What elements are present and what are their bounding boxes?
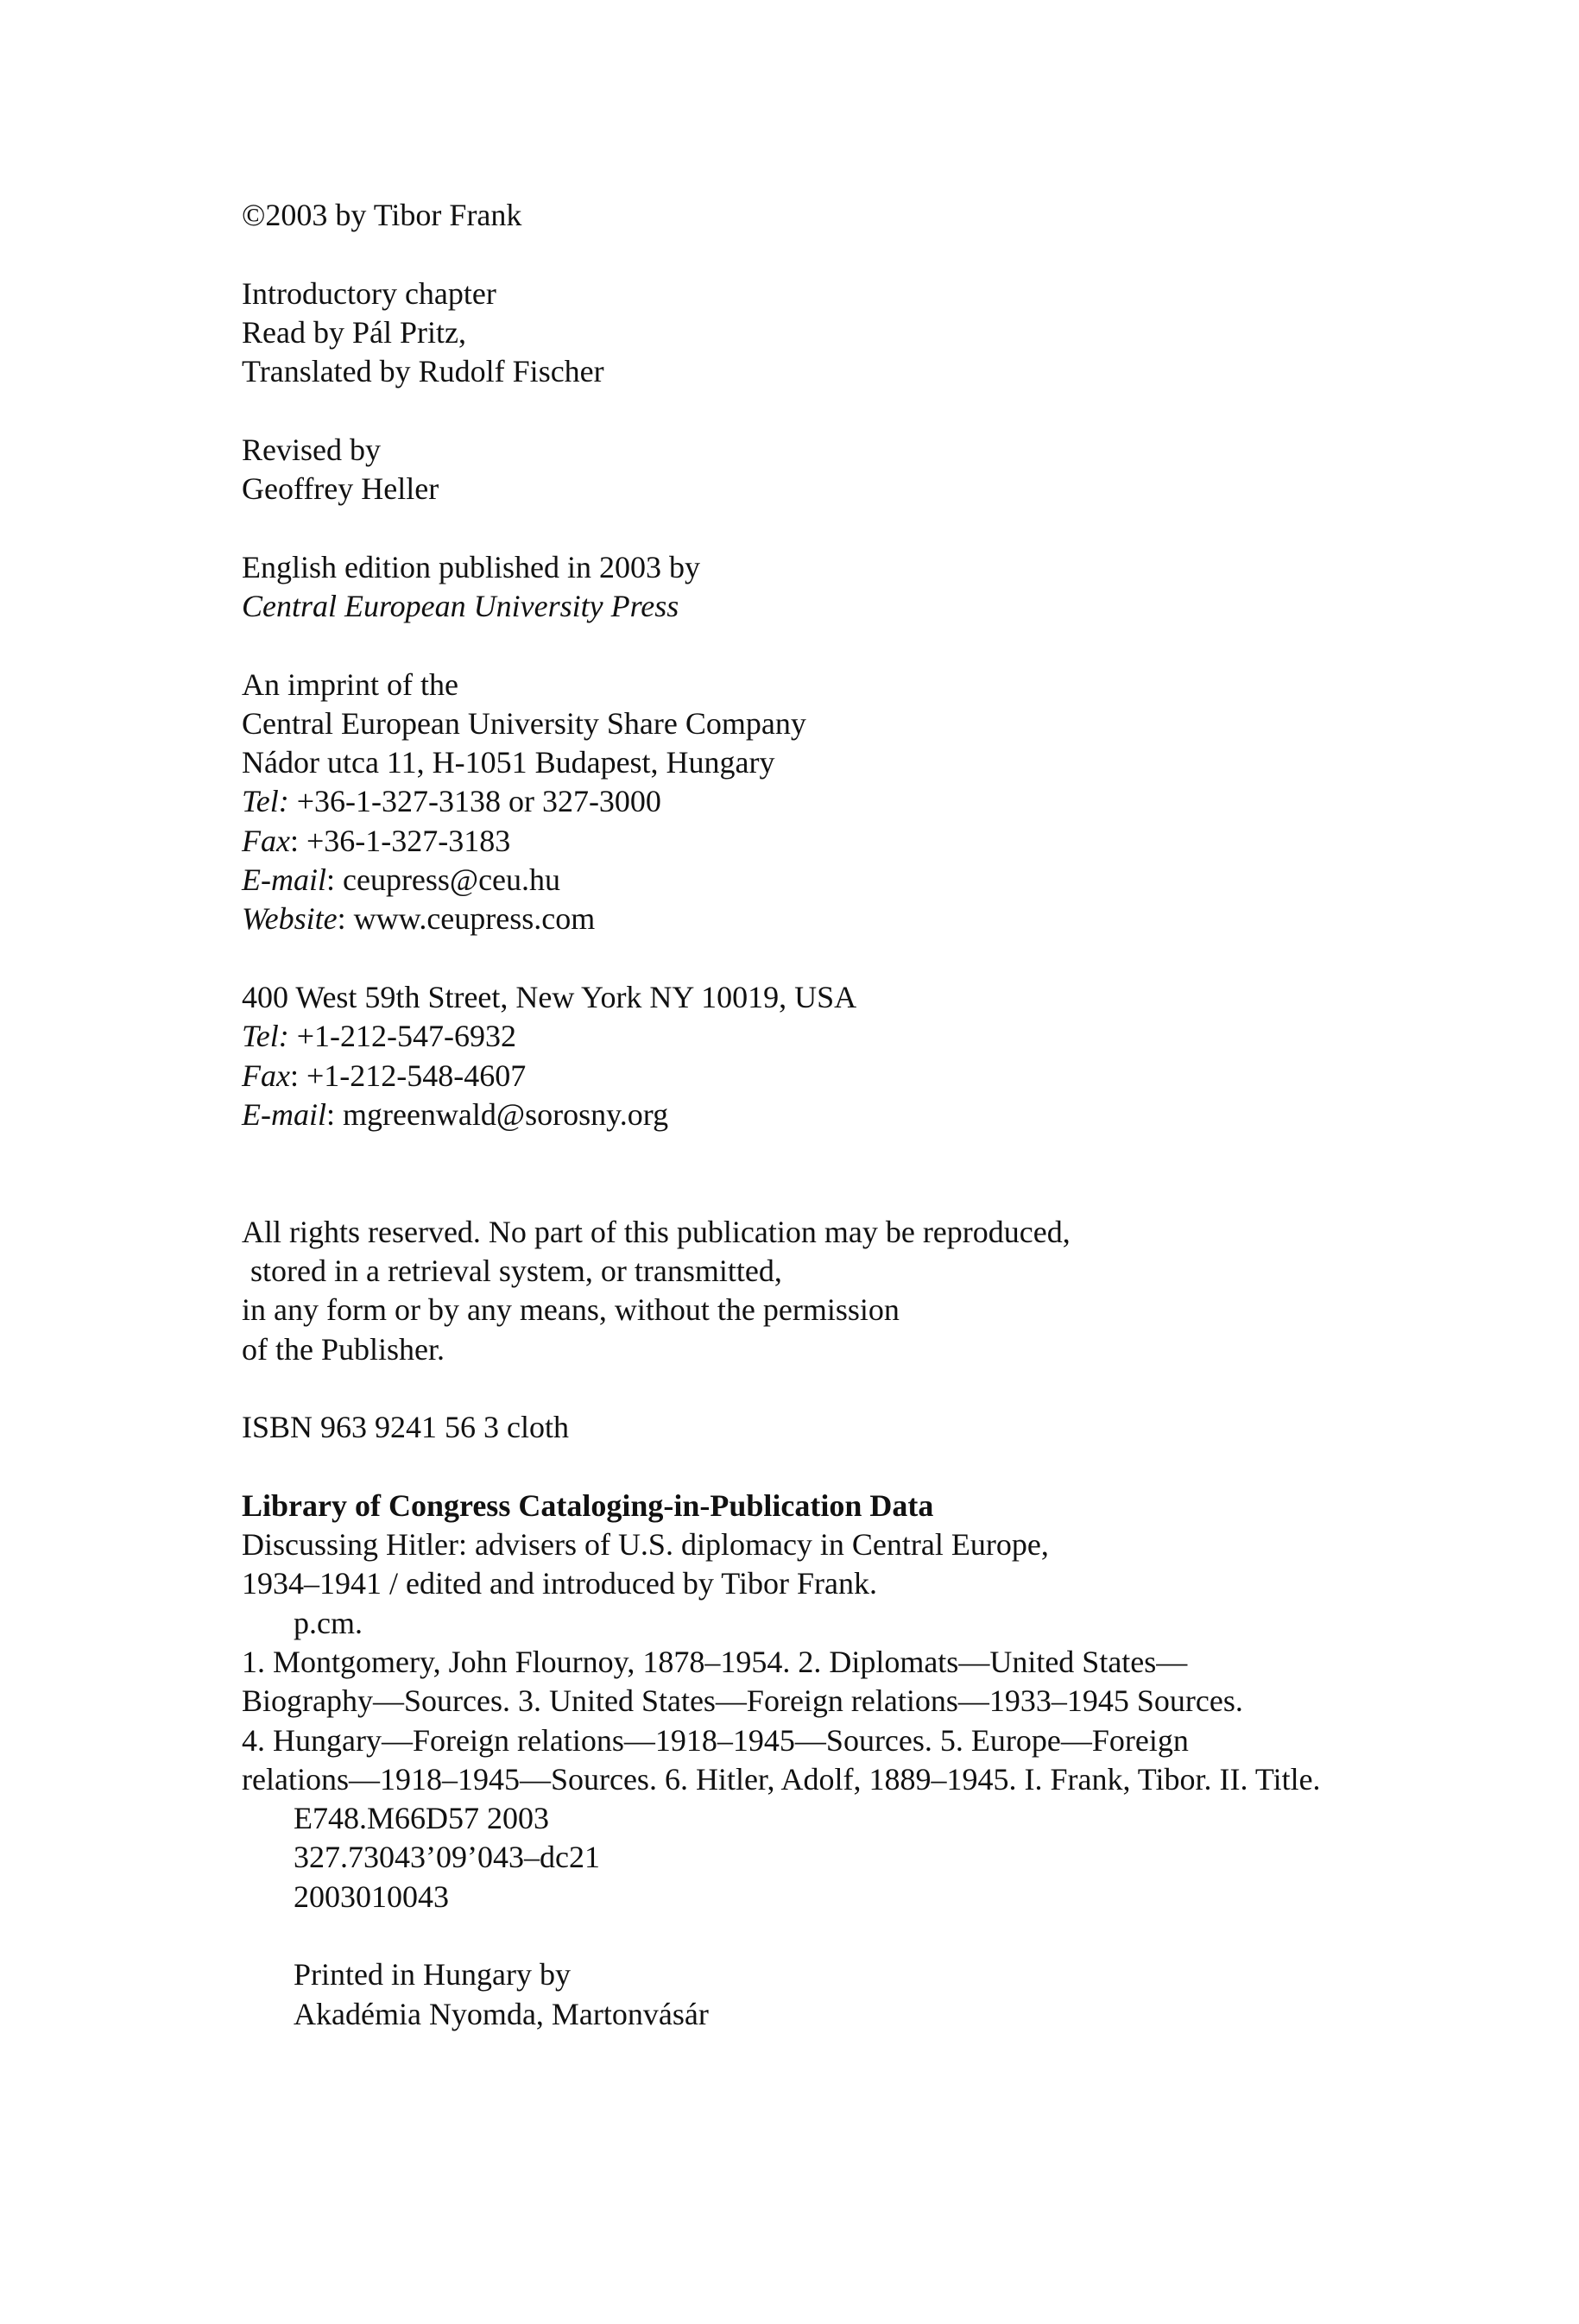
tel-value: +1-212-547-6932 [288, 1019, 516, 1054]
cip-title-2: 1934–1941 / edited and introduced by Tibor Frank. [242, 1566, 877, 1601]
publisher-name: Central European University Press [242, 588, 679, 623]
cip-dewey-number: 327.73043’09’043–dc21 [294, 1840, 600, 1875]
fax-label: Fax [242, 823, 290, 858]
revised-by-label: Revised by [242, 432, 381, 467]
email-value: : mgreenwald@sorosny.org [325, 1096, 669, 1132]
fax-value: : +36-1-327-3183 [289, 823, 511, 858]
tel-label: Tel: [242, 784, 289, 819]
imprint-tel [242, 782, 1450, 821]
cip-title-1: Discussing Hitler: advisers of U.S. diplomacy in Central Europe, [242, 1527, 1049, 1563]
printer-line-1: Printed in Hungary by [294, 1957, 571, 1992]
us-address: 400 West 59th Street, New York NY 10019, USA [242, 979, 857, 1014]
cip-subject-4: relations—1918–1945—Sources. 6. Hitler, Adolf, 1889–1945. I. Frank, Tibor. II. Title. [242, 1761, 1321, 1797]
cip-subject-3: 4. Hungary—Foreign relations—1918–1945—Sources. 5. Europe—Foreign [242, 1722, 1189, 1758]
read-by-line: Read by Pál Pritz, [242, 314, 466, 350]
spacer [242, 1369, 1450, 1408]
tel-value: +36-1-327-3138 or 327-3000 [288, 784, 661, 819]
us-tel [242, 1017, 1450, 1056]
tel-label: Tel: [242, 1019, 289, 1054]
spacer [242, 391, 1450, 430]
email-value: : ceupress@ceu.hu [325, 862, 561, 898]
intro-chapter-line: Introductory chapter [242, 275, 496, 311]
edition-line: English edition published in 2003 by [242, 549, 700, 584]
imprint-website [242, 900, 1450, 938]
spacer [242, 939, 1450, 978]
spacer [242, 1448, 1450, 1487]
cip-subject-2: Biography—Sources. 3. United States—Foreign relations—1933–1945 Sources. [242, 1683, 1243, 1719]
imprint-fax [242, 822, 1450, 861]
email-label: E-mail [242, 862, 326, 898]
cip-heading: Library of Congress Cataloging-in-Publication Data [242, 1487, 934, 1523]
translated-by-line: Translated by Rudolf Fischer [242, 354, 604, 389]
spacer [242, 626, 1450, 665]
reviser-name: Geoffrey Heller [242, 471, 439, 507]
spacer [242, 508, 1450, 547]
rights-line-3: in any form or by any means, without the permission [242, 1292, 900, 1328]
us-fax [242, 1057, 1450, 1096]
imprint-line: An imprint of the [242, 666, 458, 702]
rights-line-4: of the Publisher. [242, 1331, 445, 1367]
website-value: : www.ceupress.com [337, 901, 596, 937]
website-label: Website [242, 901, 338, 937]
cip-subject-1: 1. Montgomery, John Flournoy, 1878–1954. 2. Diplomats—United States— [242, 1644, 1188, 1679]
imprint-company: Central European University Share Company [242, 705, 806, 741]
cip-lccn: 2003010043 [294, 1879, 449, 1914]
spacer [242, 1917, 1450, 1955]
rights-line-1: All rights reserved. No part of this publication may be reproduced, [242, 1214, 1071, 1249]
fax-label: Fax [242, 1058, 290, 1093]
rights-line-2: stored in a retrieval system, or transmitted, [250, 1254, 782, 1289]
spacer [242, 235, 1450, 274]
fax-value: : +1-212-548-4607 [289, 1058, 527, 1093]
copyright-line: ©2003 by Tibor Frank [242, 198, 522, 232]
cip-pcm: p.cm. [294, 1605, 363, 1640]
email-label: E-mail [242, 1096, 326, 1132]
imprint-address: Nádor utca 11, H-1051 Budapest, Hungary [242, 745, 775, 780]
isbn-line: ISBN 963 9241 56 3 cloth [242, 1410, 570, 1445]
copyright-page [242, 196, 1450, 2034]
spacer [242, 1134, 1450, 1213]
printer-line-2: Akadémia Nyomda, Martonvásár [294, 1996, 709, 2031]
cip-call-number: E748.M66D57 2003 [294, 1801, 549, 1836]
imprint-email [242, 861, 1450, 900]
us-email [242, 1096, 1450, 1134]
